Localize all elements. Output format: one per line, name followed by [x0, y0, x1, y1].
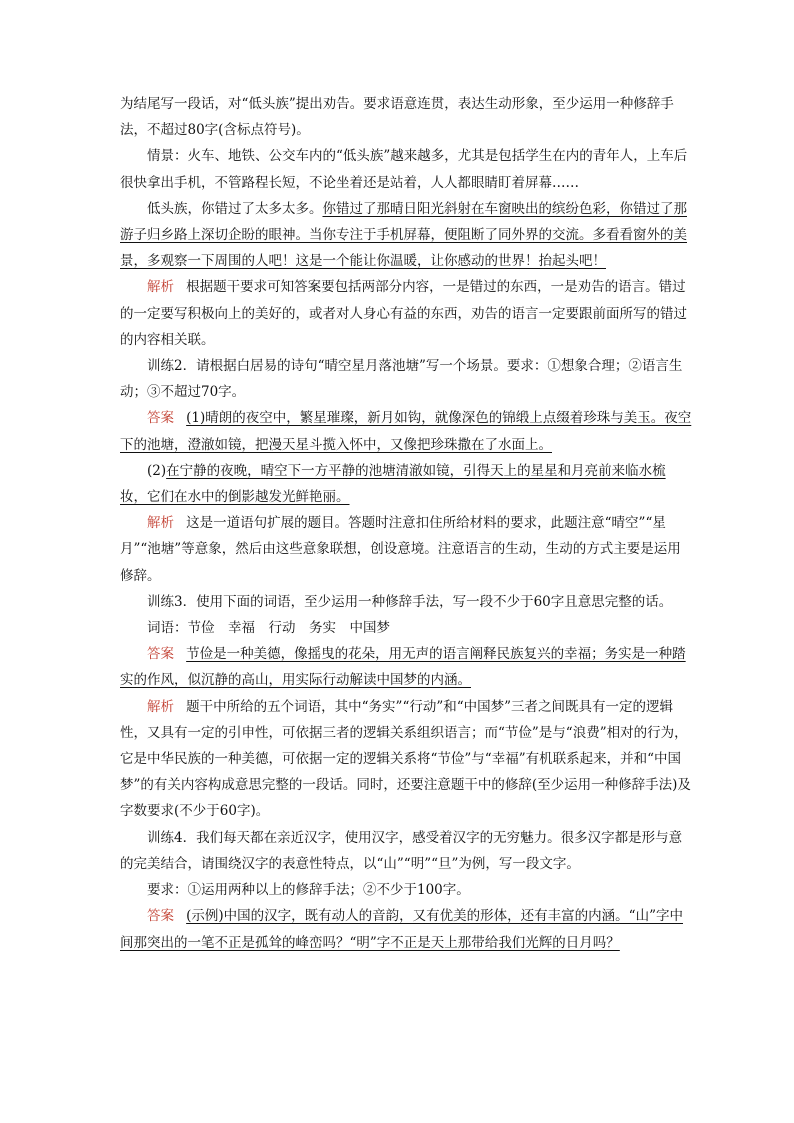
analysis-tag: 解析: [147, 279, 174, 296]
answer-tag: 答案: [147, 908, 174, 925]
paragraph-answer-3: [120, 641, 692, 693]
answer-underlined-text: 你错过了那晴日阳光斜射在车窗映出的缤纷色彩，你错过了那游子归乡路上深切企盼的眼神。当你专注于手机屏幕，便阻断了同外界的交流。多看看窗外的美景，多观察一下周围的人吧！这是一个能让你温暖，让你感动的世界！抬起头吧！: [120, 200, 687, 270]
paragraph-requirements-4: 要求：①运用两种以上的修辞手法；②不少于100字。: [147, 882, 470, 899]
analysis-text: 根据题干要求可知答案要包括两部分内容，一是错过的东西，一是劝告的语言。错过的一定要写积极向上的美好的，或者对人身心有益的东西，劝告的语言一定要跟前面所写的错过的内容相关联。: [120, 279, 687, 348]
answer-tag: 答案: [147, 646, 174, 663]
answer-tag: 答案: [147, 410, 174, 427]
paragraph-analysis-3: [120, 694, 692, 825]
paragraph-analysis-2: [120, 510, 692, 589]
answer-underlined-text: 在宁静的夜晚，晴空下一方平静的池塘清澈如镜，引得天上的星星和月亮前来临水梳妆，它们在水中的倒影越发光鲜艳丽。: [120, 462, 666, 506]
analysis-tag: 解析: [147, 515, 174, 532]
paragraph-exercise-4: 训练4．我们每天都在亲近汉字，使用汉字，感受着汉字的无穷魅力。很多汉字都是形与意的完美结合，请围绕汉字的表意性特点，以“山”“明”“旦”为例，写一段文字。: [120, 829, 683, 872]
answer-underlined-text: (1)晴朗的夜空中，繁星璀璨，新月如钩，就像深色的锦缎上点缀着珍珠与美玉。夜空下的池塘，澄澈如镜，把漫天星斗揽入怀中，又像把珍珠撒在了水面上。: [120, 410, 692, 453]
answer-underlined-text: 节俭是一种美德，像摇曳的花朵，用无声的语言阐释民族复兴的幸福；务实是一种踏实的作风，似沉静的高山，用实际行动解读中国梦的内涵。: [120, 646, 686, 689]
paragraph-sample-answer-1: [120, 196, 692, 275]
paragraph-scenario: 情景：火车、地铁、公交车内的“低头族”越来越多，尤其是包括学生在内的青年人，上车后很快拿出手机，不管路程长短，不论坐着还是站着，人人都眼睛盯着屏幕……: [120, 148, 688, 191]
paragraph-answer-2-part-2: [120, 458, 692, 510]
paragraph-word-list: 词语：节俭 幸福 行动 务实 中国梦: [147, 620, 390, 637]
paragraph-exercise-2: 训练2．请根据白居易的诗句“晴空星月落池塘”写一个场景。要求：①想象合理；②语言生动；③不超过70字。: [120, 358, 683, 401]
answer-number: (2): [147, 462, 167, 479]
analysis-tag: 解析: [147, 698, 174, 715]
paragraph-analysis-1: [120, 274, 692, 353]
analysis-text: 这是一道语句扩展的题目。答题时注意扣住所给材料的要求，此题注意“晴空”“星月”“池塘”等意象，然后由这些意象联想，创设意境。注意语言的生动，生动的方式主要是运用修辞。: [120, 515, 681, 584]
paragraph-answer-2-part-1: [120, 405, 692, 457]
paragraph-exercise-3: 训练3．使用下面的词语，至少运用一种修辞手法，写一段不少于60字且意思完整的话。: [147, 593, 673, 610]
answer-lead-text: 低头族，你错过了太多太多。: [147, 200, 323, 217]
answer-underlined-text: (示例)中国的汉字，既有动人的音韵，又有优美的形体，还有丰富的内涵。“山”字中间那突出的一笔不正是孤耸的峰峦吗？“明”字不正是天上那带给我们光辉的日月吗？: [120, 908, 683, 951]
paragraph-answer-4: [120, 903, 692, 955]
analysis-text: 题干中所给的五个词语，其中“务实”“行动”和“中国梦”三者之间既具有一定的逻辑性，又具有一定的引申性，可依据三者的逻辑关系组织语言；而“节俭”是与“浪费”相对的行为，它是中华民族的一种美德，可依据一定的逻辑关系将“节俭”与“幸福”有机联系起来，并和“中国梦”的有关内容构成意思完整的一段话。同时，还要注意题干中的修辞(至少运用一种修辞手法)及字数要求(不少于60字)。: [120, 698, 691, 820]
document-body: [120, 91, 692, 956]
paragraph-task-continuation: 为结尾写一段话，对“低头族”提出劝告。要求语意连贯，表达生动形象，至少运用一种修辞手法，不超过80字(含标点符号)。: [120, 96, 674, 139]
